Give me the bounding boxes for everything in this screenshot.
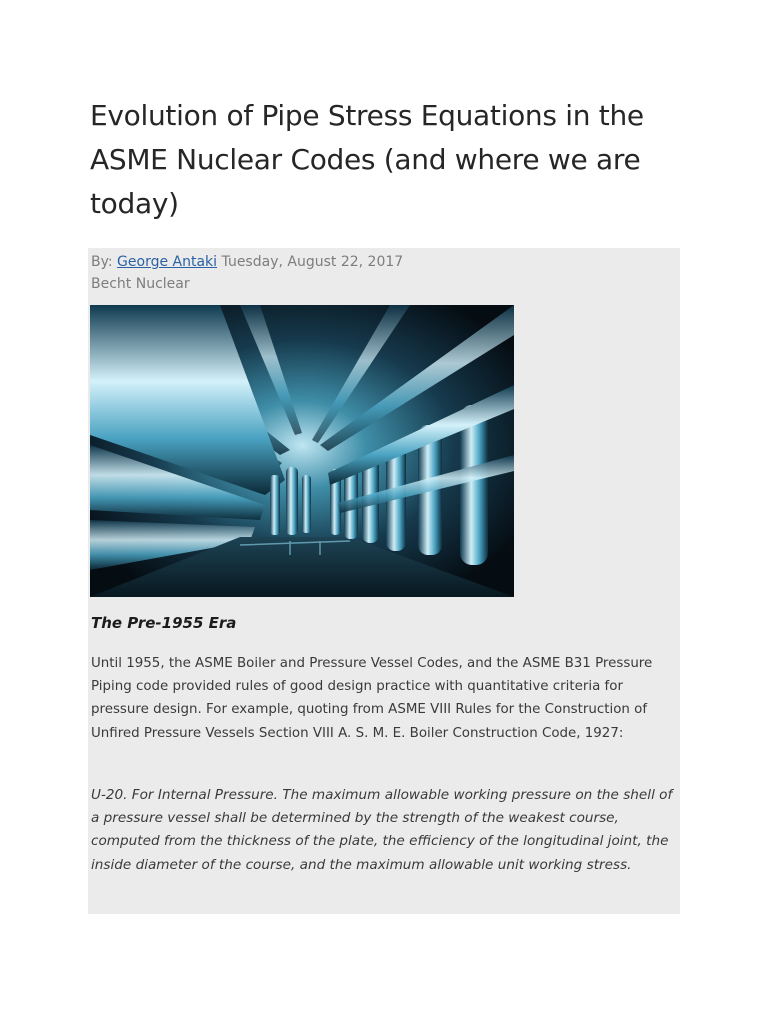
- author-organization: Becht Nuclear: [91, 276, 190, 292]
- byline: [91, 251, 403, 295]
- publish-date: Tuesday, August 22, 2017: [221, 254, 404, 270]
- article-title: Evolution of Pipe Stress Equations in the ASME Nuclear Codes (and where we are today): [90, 99, 644, 220]
- author-link[interactable]: George Antaki: [117, 254, 218, 270]
- section-heading: The Pre-1955 Era: [91, 614, 237, 632]
- industrial-piping-photo: [90, 305, 514, 597]
- byline-prefix: By:: [91, 254, 113, 270]
- code-quote: U-20. For Internal Pressure. The maximum allowable working pressure on the shell of a pressure vessel shall be determined by the strength of the weakest course, computed from the thickness of the plate, the efficiency of the longitudinal joint, the inside diameter of the course, and the maximum allowable unit working stress.: [91, 787, 673, 873]
- body-paragraph: Until 1955, the ASME Boiler and Pressure Vessel Codes, and the ASME B31 Pressure Piping code provided rules of good design practice with quantitative criteria for pressure design. For example, quoting from ASME VIII Rules for the Construction of Unfired Pressure Vessels Section VIII A. S. M. E. Boiler Construction Code, 1927:: [91, 656, 653, 741]
